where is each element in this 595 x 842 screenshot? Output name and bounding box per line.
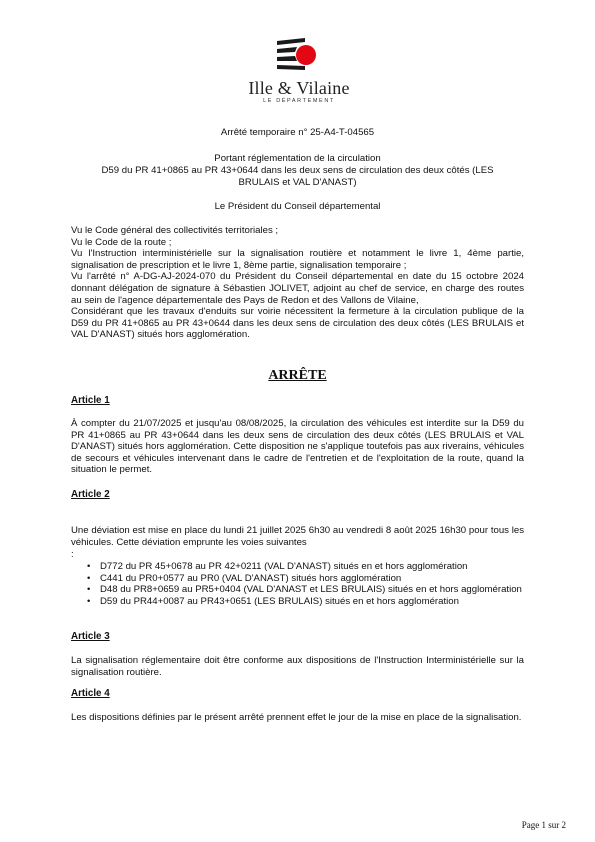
logo-name: Ille & Vilaine — [248, 78, 350, 98]
ille-et-vilaine-logo-icon — [275, 38, 321, 78]
article-2-title: Article 2 — [71, 489, 110, 500]
article-4-title: Article 4 — [71, 688, 110, 699]
deviation-item: • D48 du PR8+0659 au PR5+0404 (VAL D'ANAST et LES BRULAIS) situés en et hors agglomération — [100, 584, 525, 596]
logo-subtitle: LE DÉPARTEMENT — [263, 98, 335, 104]
article-3-text: La signalisation réglementaire doit être conforme aux dispositions de l'Instruction Interministérielle sur la signalisation routière. — [71, 655, 524, 678]
visas — [71, 225, 524, 341]
deviation-item: • D772 du PR 45+0678 au PR 42+0211 (VAL D'ANAST) situés en et hors agglomération — [100, 561, 525, 573]
deviation-item: • C441 du PR0+0577 au PR0 (VAL D'ANAST) situés hors agglomération — [100, 573, 525, 585]
arrete-number: Arrêté temporaire n° 25-A4-T-04565 — [220, 127, 375, 138]
arrete-object-line-2: D59 du PR 41+0865 au PR 43+0644 dans les deux sens de circulation des deux côtés (LES — [101, 165, 494, 176]
page-number: Page 1 sur 2 — [521, 820, 566, 830]
arrete-object-line-1: Portant réglementation de la circulation — [214, 153, 381, 164]
visa-item: Vu l'Instruction interministérielle sur la signalisation routière et notamment le livre 1, 4ème partie, signalisation de prescription et le livre 1, 8ème partie, signalisation temporaire ; — [71, 248, 524, 271]
article-4-text: Les dispositions définies par le présent arrêté prennent effet le jour de la mise en place de la signalisation. — [71, 712, 522, 723]
article-1-text: À compter du 21/07/2025 et jusqu'au 08/08/2025, la circulation des véhicules est interdite sur la D59 du PR 41+0865 au PR 43+0644 dans les deux sens de circulation des deux côtés (LES BRULAIS et VAL D'ANAST) situés hors agglomération. Cette disposition ne s'applique toutefois pas aux riverains, véhicules de secours et véhicules intervenant dans le cadre de l'entretien et de l'exploitation de la route, quand la situation le permet. — [71, 418, 524, 476]
arrete-object-line-3: BRULAIS et VAL D'ANAST) — [238, 177, 357, 188]
article-2-text-tail: : — [71, 549, 74, 560]
visa-item: Vu le Code général des collectivités territoriales ; — [71, 225, 279, 236]
deviation-item: • D59 du PR44+0087 au PR43+0651 (LES BRULAIS) situés en et hors agglomération — [100, 596, 525, 608]
authority: Le Président du Conseil départemental — [214, 201, 381, 212]
visa-item: Considérant que les travaux d'enduits sur voirie nécessitent la fermeture à la circulation publique de la D59 du PR 41+0865 au PR 43+0644 dans les deux sens de circulation des deux côtés (LES BRULAIS et VAL D'ANAST) situés hors agglomération. — [71, 306, 524, 341]
department-logo — [243, 38, 355, 108]
deviation-list — [100, 561, 525, 607]
article-2-text: Une déviation est mise en place du lundi 21 juillet 2025 6h30 au vendredi 8 août 2025 16h30 pour tous les véhicules. Cette déviation emprunte les voies suivantes — [71, 525, 524, 548]
visa-item: Vu le Code de la route ; — [71, 236, 172, 248]
decision-title: ARRÊTE — [268, 368, 327, 383]
visa-item: Vu l'arrêté n° A-DG-AJ-2024-070 du Président du Conseil départemental en date du 15 octobre 2024 donnant délégation de signature à Sébastien JOLIVET, adjoint au chef de service, en charge des routes au sein de l'agence départementale des Pays de Redon et des Vallons de Vilaine, — [71, 271, 524, 306]
article-1-title: Article 1 — [71, 395, 110, 406]
article-3-title: Article 3 — [71, 631, 110, 642]
